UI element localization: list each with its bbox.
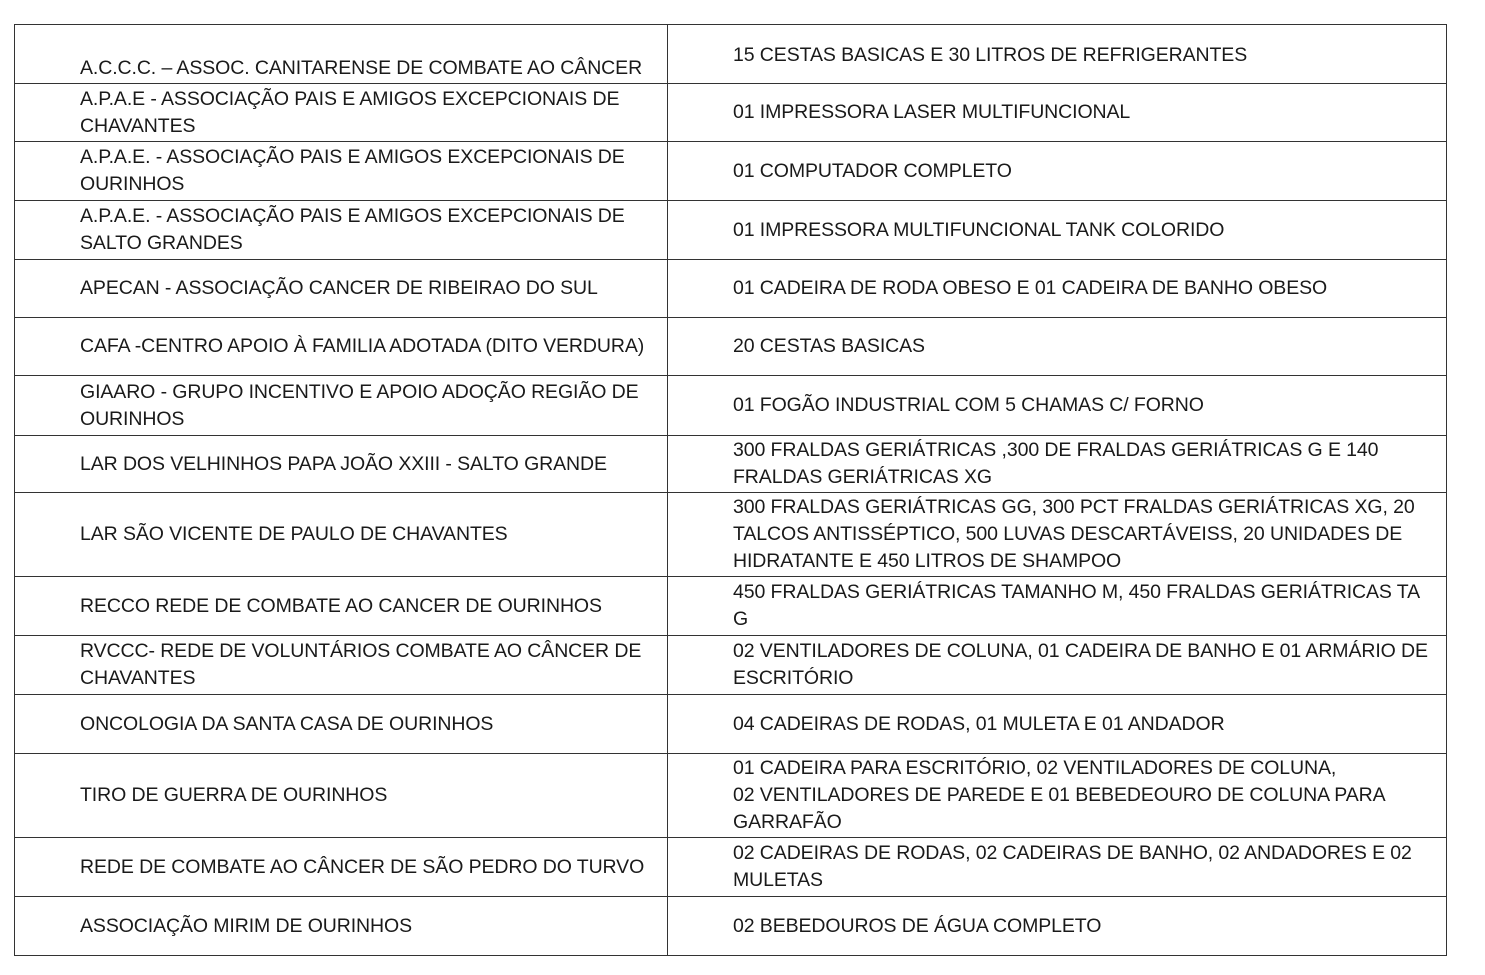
donation-cell: 02 VENTILADORES DE COLUNA, 01 CADEIRA DE BANHO E 01 ARMÁRIO DE ESCRITÓRIO (668, 636, 1447, 695)
table-row (15, 838, 1447, 897)
institution-cell: A.P.A.E. - ASSOCIAÇÃO PAIS E AMIGOS EXCEPCIONAIS DE SALTO GRANDES (15, 201, 668, 260)
donation-cell: 300 FRALDAS GERIÁTRICAS ,300 DE FRALDAS GERIÁTRICAS G E 140 FRALDAS GERIÁTRICAS XG (668, 436, 1447, 493)
table-row (15, 897, 1447, 956)
donation-cell: 01 CADEIRA DE RODA OBESO E 01 CADEIRA DE BANHO OBESO (668, 260, 1447, 318)
institution-cell: TIRO DE GUERRA DE OURINHOS (15, 754, 668, 838)
donation-cell: 450 FRALDAS GERIÁTRICAS TAMANHO M, 450 FRALDAS GERIÁTRICAS TA G (668, 577, 1447, 636)
table-row (15, 636, 1447, 695)
donation-cell: 01 IMPRESSORA MULTIFUNCIONAL TANK COLORIDO (668, 201, 1447, 260)
table-row (15, 318, 1447, 376)
institution-cell: LAR SÃO VICENTE DE PAULO DE CHAVANTES (15, 493, 668, 577)
table-row (15, 493, 1447, 577)
donation-cell: 01 CADEIRA PARA ESCRITÓRIO, 02 VENTILADORES DE COLUNA, 02 VENTILADORES DE PAREDE E 01 BEBEDEOURO DE COLUNA PARA GARRAFÃO (668, 754, 1447, 838)
institution-cell: ONCOLOGIA DA SANTA CASA DE OURINHOS (15, 695, 668, 754)
table-row (15, 695, 1447, 754)
institution-cell: CAFA -CENTRO APOIO À FAMILIA ADOTADA (DITO VERDURA) (15, 318, 668, 376)
table-row (15, 201, 1447, 260)
institution-cell: A.C.C.C. – ASSOC. CANITARENSE DE COMBATE AO CÂNCER (15, 25, 668, 84)
institution-cell: RECCO REDE DE COMBATE AO CANCER DE OURINHOS (15, 577, 668, 636)
table-row (15, 142, 1447, 201)
donation-cell: 02 BEBEDOUROS DE ÁGUA COMPLETO (668, 897, 1447, 956)
institution-cell: A.P.A.E. - ASSOCIAÇÃO PAIS E AMIGOS EXCEPCIONAIS DE OURINHOS (15, 142, 668, 201)
table-row (15, 754, 1447, 838)
institution-cell: A.P.A.E - ASSOCIAÇÃO PAIS E AMIGOS EXCEPCIONAIS DE CHAVANTES (15, 84, 668, 142)
donation-cell: 01 COMPUTADOR COMPLETO (668, 142, 1447, 201)
donation-cell: 300 FRALDAS GERIÁTRICAS GG, 300 PCT FRALDAS GERIÁTRICAS XG, 20 TALCOS ANTISSÉPTICO, 500 LUVAS DESCARTÁVEISS, 20 UNIDADES DE HIDRATANTE E 450 LITROS DE SHAMPOO (668, 493, 1447, 577)
donations-table (14, 24, 1447, 956)
table-row (15, 376, 1447, 436)
donation-cell: 01 IMPRESSORA LASER MULTIFUNCIONAL (668, 84, 1447, 142)
table-row (15, 25, 1447, 84)
donation-cell: 15 CESTAS BASICAS E 30 LITROS DE REFRIGERANTES (668, 25, 1447, 84)
donation-cell: 04 CADEIRAS DE RODAS, 01 MULETA E 01 ANDADOR (668, 695, 1447, 754)
donation-cell: 20 CESTAS BASICAS (668, 318, 1447, 376)
institution-cell: RVCCC- REDE DE VOLUNTÁRIOS COMBATE AO CÂNCER DE CHAVANTES (15, 636, 668, 695)
institution-cell: GIAARO - GRUPO INCENTIVO E APOIO ADOÇÃO REGIÃO DE OURINHOS (15, 376, 668, 436)
table-row (15, 577, 1447, 636)
institution-cell: REDE DE COMBATE AO CÂNCER DE SÃO PEDRO DO TURVO (15, 838, 668, 897)
institution-cell: APECAN - ASSOCIAÇÃO CANCER DE RIBEIRAO DO SUL (15, 260, 668, 318)
donation-cell: 01 FOGÃO INDUSTRIAL COM 5 CHAMAS C/ FORNO (668, 376, 1447, 436)
table-row (15, 260, 1447, 318)
table-row (15, 436, 1447, 493)
institution-cell: ASSOCIAÇÃO MIRIM DE OURINHOS (15, 897, 668, 956)
institution-cell: LAR DOS VELHINHOS PAPA JOÃO XXIII - SALTO GRANDE (15, 436, 668, 493)
donation-cell: 02 CADEIRAS DE RODAS, 02 CADEIRAS DE BANHO, 02 ANDADORES E 02 MULETAS (668, 838, 1447, 897)
table-row (15, 84, 1447, 142)
